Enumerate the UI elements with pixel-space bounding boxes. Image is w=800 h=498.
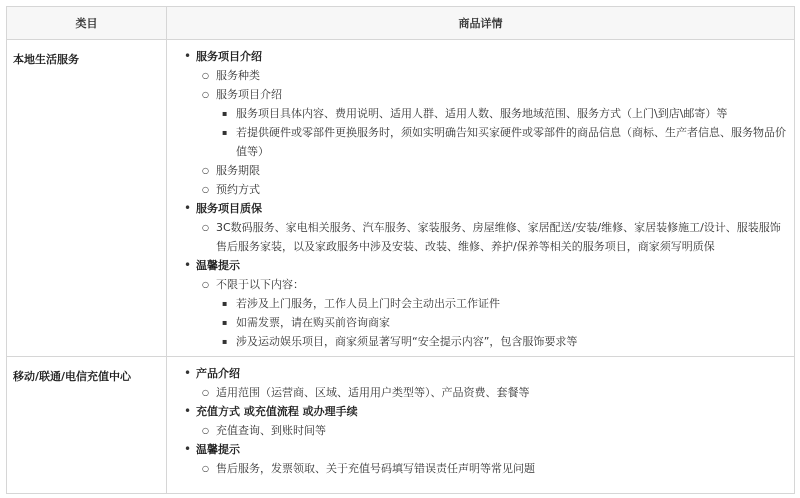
section-title: • 温馨提示 [196,443,240,456]
list-item: ○ 服务种类 [196,66,786,85]
section-item [177,256,786,351]
product-detail-table [6,6,795,494]
list-item: ○ 3C数码服务、家电相关服务、汽车服务、家装服务、房屋维修、家居配送/安装/维修、家居装修施工/设计、服装服饰售后服务家装，以及家政服务中涉及安装、改装、维修、养护/保养等相关的服务项目，商家须写明质保 [196,218,786,256]
section-item [177,440,786,478]
section-item [177,402,786,440]
list-item [196,275,786,351]
list-item: ○ 预约方式 [196,180,786,199]
section-title: • 服务项目质保 [196,202,262,215]
details-cell [167,40,794,356]
table-header [7,7,794,40]
category-cell: 移动/联通/电信充值中心 [7,357,167,494]
sub-list-item: ▪ 若涉及上门服务，工作人员上门时会主动出示工作证件 [216,294,786,313]
section-title: • 温馨提示 [196,259,240,272]
details-cell [167,357,794,494]
sub-list-item: ▪ 若提供硬件或零部件更换服务时，须如实明确告知买家硬件或零部件的商品信息（商标、生产者信息、服务物品价值等） [216,123,786,161]
header-details: 商品详情 [458,17,503,30]
list-item: ○ 适用范围（运营商、区域、适用用户类型等）、产品资费、套餐等 [196,383,786,402]
header-category: 类目 [7,7,167,39]
section-item [177,47,786,199]
category-cell: 本地生活服务 [7,40,167,356]
list-item: ○ 售后服务，发票领取、关于充值号码填写错误责任声明等常见问题 [196,459,786,478]
section-title: • 充值方式 或充值流程 或办理手续 [196,405,358,418]
list-item-text: 不限于以下内容： [216,278,304,291]
sub-list-item: ▪ 服务项目具体内容、费用说明、适用人群、适用人数、服务地域范围、服务方式（上门\到店\邮寄）等 [216,104,786,123]
sub-list-item: ▪ 如需发票，请在购买前咨询商家 [216,313,786,332]
table-row [7,357,794,494]
sub-list-item: ▪ 涉及运动娱乐项目，商家须显著写明“安全提示内容”，包含服饰要求等 [216,332,786,351]
section-title: • 产品介绍 [196,367,240,380]
list-item: ○ 服务期限 [196,161,786,180]
list-item-text: 服务项目介绍 [216,88,282,101]
section-title: • 服务项目介绍 [196,50,262,63]
table-row [7,40,794,357]
section-item [177,199,786,256]
section-item [177,364,786,402]
list-item [196,85,786,161]
list-item: ○ 充值查询、到账时间等 [196,421,786,440]
